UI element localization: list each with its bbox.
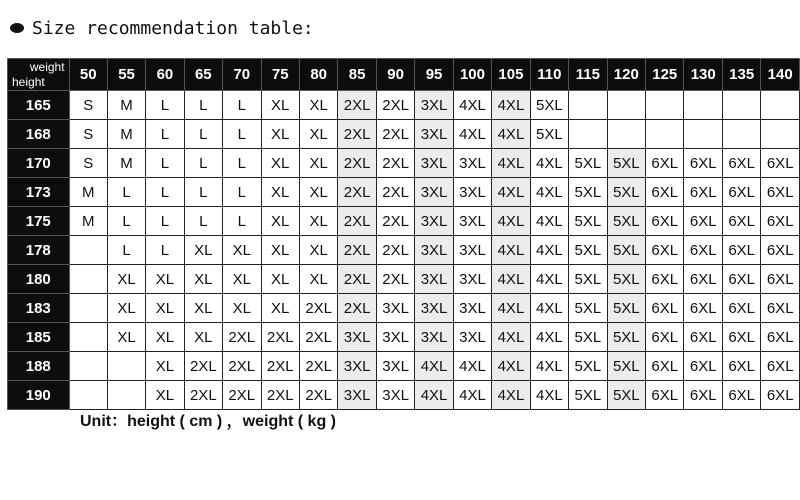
- size-cell: L: [146, 207, 184, 236]
- size-cell: XL: [146, 294, 184, 323]
- size-cell: XL: [261, 207, 299, 236]
- size-cell: [569, 120, 607, 149]
- size-cell: XL: [107, 265, 145, 294]
- size-cell: 2XL: [299, 294, 337, 323]
- weight-header-cell: 125: [646, 59, 684, 91]
- height-header-cell: 173: [8, 178, 70, 207]
- size-cell: 6XL: [722, 381, 760, 410]
- size-cell: 3XL: [415, 323, 453, 352]
- table-row: [8, 352, 800, 381]
- size-cell: 3XL: [338, 352, 376, 381]
- size-cell: 5XL: [569, 323, 607, 352]
- size-cell: [761, 120, 800, 149]
- size-cell: [69, 236, 107, 265]
- size-cell: XL: [299, 207, 337, 236]
- size-cell: XL: [107, 294, 145, 323]
- size-cell: 6XL: [646, 207, 684, 236]
- size-cell: M: [69, 178, 107, 207]
- size-cell: XL: [299, 236, 337, 265]
- size-cell: 5XL: [569, 207, 607, 236]
- size-cell: 2XL: [223, 381, 261, 410]
- weight-header-cell: 55: [107, 59, 145, 91]
- height-header-cell: 183: [8, 294, 70, 323]
- size-cell: 6XL: [684, 178, 722, 207]
- size-cell: 3XL: [453, 207, 491, 236]
- weight-header-cell: 130: [684, 59, 722, 91]
- weight-header-cell: 140: [761, 59, 800, 91]
- size-cell: 5XL: [569, 294, 607, 323]
- size-cell: 4XL: [492, 323, 530, 352]
- size-cell: L: [146, 120, 184, 149]
- size-cell: 4XL: [492, 207, 530, 236]
- size-cell: 2XL: [376, 91, 414, 120]
- size-cell: 4XL: [530, 236, 568, 265]
- size-cell: 6XL: [684, 149, 722, 178]
- size-cell: 3XL: [453, 323, 491, 352]
- size-cell: 4XL: [453, 381, 491, 410]
- size-cell: XL: [184, 294, 222, 323]
- size-cell: 2XL: [299, 352, 337, 381]
- size-cell: 6XL: [684, 323, 722, 352]
- size-cell: [69, 323, 107, 352]
- size-cell: 6XL: [684, 381, 722, 410]
- size-cell: 2XL: [338, 294, 376, 323]
- size-cell: [69, 381, 107, 410]
- size-cell: 6XL: [646, 381, 684, 410]
- size-cell: 6XL: [646, 149, 684, 178]
- size-cell: 6XL: [646, 265, 684, 294]
- size-cell: L: [146, 236, 184, 265]
- height-header-cell: 175: [8, 207, 70, 236]
- size-cell: 5XL: [607, 149, 645, 178]
- size-cell: 6XL: [761, 178, 800, 207]
- size-cell: 6XL: [684, 352, 722, 381]
- size-cell: 4XL: [492, 149, 530, 178]
- size-cell: 4XL: [453, 352, 491, 381]
- weight-header-cell: 90: [376, 59, 414, 91]
- size-cell: XL: [223, 236, 261, 265]
- size-cell: 3XL: [415, 294, 453, 323]
- size-cell: 6XL: [646, 352, 684, 381]
- size-cell: 4XL: [453, 91, 491, 120]
- size-cell: 3XL: [415, 91, 453, 120]
- size-cell: XL: [299, 178, 337, 207]
- table-row: [8, 91, 800, 120]
- height-axis-label: height: [12, 75, 45, 89]
- size-cell: 4XL: [530, 381, 568, 410]
- size-cell: 5XL: [607, 178, 645, 207]
- size-cell: 5XL: [607, 352, 645, 381]
- table-row: [8, 149, 800, 178]
- size-cell: L: [184, 207, 222, 236]
- size-cell: S: [69, 149, 107, 178]
- height-header-cell: 170: [8, 149, 70, 178]
- size-cell: 6XL: [722, 178, 760, 207]
- size-cell: 5XL: [569, 381, 607, 410]
- size-cell: 4XL: [530, 207, 568, 236]
- size-cell: 4XL: [492, 381, 530, 410]
- size-cell: 5XL: [569, 149, 607, 178]
- weight-header-cell: 95: [415, 59, 453, 91]
- size-cell: L: [146, 149, 184, 178]
- size-cell: [722, 120, 760, 149]
- size-cell: XL: [299, 120, 337, 149]
- size-cell: 2XL: [376, 120, 414, 149]
- size-cell: 2XL: [338, 91, 376, 120]
- weight-axis-label: weight: [29, 60, 65, 74]
- size-cell: L: [107, 236, 145, 265]
- size-cell: 6XL: [684, 236, 722, 265]
- weight-header-cell: 50: [69, 59, 107, 91]
- size-cell: 4XL: [453, 120, 491, 149]
- size-table: [7, 58, 800, 410]
- weight-header-cell: 105: [492, 59, 530, 91]
- size-cell: L: [184, 91, 222, 120]
- size-cell: 6XL: [722, 236, 760, 265]
- size-cell: 2XL: [376, 236, 414, 265]
- size-cell: 3XL: [415, 265, 453, 294]
- size-cell: 5XL: [607, 236, 645, 265]
- size-cell: L: [223, 178, 261, 207]
- size-cell: 4XL: [530, 352, 568, 381]
- size-cell: 6XL: [684, 294, 722, 323]
- weight-header-cell: 75: [261, 59, 299, 91]
- size-cell: M: [107, 120, 145, 149]
- weight-header-cell: 85: [338, 59, 376, 91]
- size-cell: L: [223, 91, 261, 120]
- size-cell: 6XL: [761, 381, 800, 410]
- size-cell: [569, 91, 607, 120]
- size-cell: 4XL: [492, 265, 530, 294]
- size-cell: 3XL: [453, 178, 491, 207]
- size-cell: XL: [299, 265, 337, 294]
- weight-header-cell: 135: [722, 59, 760, 91]
- size-cell: 5XL: [530, 91, 568, 120]
- size-cell: M: [107, 149, 145, 178]
- size-cell: 2XL: [376, 265, 414, 294]
- size-cell: 3XL: [415, 207, 453, 236]
- size-cell: 6XL: [761, 352, 800, 381]
- size-cell: [684, 91, 722, 120]
- size-cell: [69, 352, 107, 381]
- size-cell: 3XL: [415, 178, 453, 207]
- size-cell: 6XL: [722, 352, 760, 381]
- size-cell: XL: [223, 294, 261, 323]
- weight-header-cell: 110: [530, 59, 568, 91]
- size-cell: 4XL: [530, 323, 568, 352]
- size-cell: 6XL: [761, 323, 800, 352]
- table-row: [8, 207, 800, 236]
- size-cell: 2XL: [338, 236, 376, 265]
- size-cell: 4XL: [492, 178, 530, 207]
- size-cell: 5XL: [530, 120, 568, 149]
- table-row: [8, 294, 800, 323]
- size-cell: 3XL: [415, 120, 453, 149]
- table-row: [8, 265, 800, 294]
- size-cell: 4XL: [492, 236, 530, 265]
- table-row: [8, 323, 800, 352]
- size-cell: XL: [261, 178, 299, 207]
- table-row: [8, 381, 800, 410]
- size-cell: XL: [299, 149, 337, 178]
- size-cell: 2XL: [338, 178, 376, 207]
- weight-header-cell: 70: [223, 59, 261, 91]
- size-cell: XL: [146, 265, 184, 294]
- height-header-cell: 178: [8, 236, 70, 265]
- size-cell: 2XL: [223, 352, 261, 381]
- size-cell: XL: [146, 381, 184, 410]
- size-cell: 3XL: [376, 294, 414, 323]
- size-cell: 6XL: [722, 323, 760, 352]
- size-cell: L: [184, 178, 222, 207]
- table-row: [8, 178, 800, 207]
- size-cell: 5XL: [569, 265, 607, 294]
- corner-header: [8, 59, 70, 91]
- size-cell: 2XL: [376, 207, 414, 236]
- weight-header-cell: 60: [146, 59, 184, 91]
- size-cell: 2XL: [299, 323, 337, 352]
- size-cell: 2XL: [376, 178, 414, 207]
- size-cell: 4XL: [492, 294, 530, 323]
- size-cell: XL: [261, 236, 299, 265]
- size-cell: 2XL: [261, 352, 299, 381]
- size-cell: M: [69, 207, 107, 236]
- size-cell: 3XL: [415, 236, 453, 265]
- size-cell: [607, 91, 645, 120]
- weight-header-cell: 115: [569, 59, 607, 91]
- size-cell: 4XL: [530, 149, 568, 178]
- weight-header-cell: 120: [607, 59, 645, 91]
- size-cell: M: [107, 91, 145, 120]
- size-cell: 3XL: [453, 294, 491, 323]
- size-cell: XL: [146, 323, 184, 352]
- size-cell: 6XL: [646, 294, 684, 323]
- height-header-cell: 190: [8, 381, 70, 410]
- size-cell: XL: [146, 352, 184, 381]
- size-cell: [646, 120, 684, 149]
- size-cell: 6XL: [646, 178, 684, 207]
- size-cell: 2XL: [299, 381, 337, 410]
- size-cell: 2XL: [184, 381, 222, 410]
- size-cell: 2XL: [376, 149, 414, 178]
- bullet-icon: [10, 23, 24, 33]
- size-cell: 5XL: [569, 236, 607, 265]
- size-cell: 5XL: [607, 323, 645, 352]
- size-cell: 2XL: [261, 323, 299, 352]
- size-cell: 3XL: [376, 352, 414, 381]
- page-title: [10, 14, 314, 42]
- size-cell: [107, 381, 145, 410]
- size-cell: 3XL: [453, 236, 491, 265]
- size-cell: 4XL: [530, 294, 568, 323]
- weight-header-row: [8, 59, 800, 91]
- title-text: Size recommendation table:: [32, 17, 314, 39]
- size-cell: S: [69, 120, 107, 149]
- size-cell: 2XL: [338, 207, 376, 236]
- size-cell: L: [107, 178, 145, 207]
- size-cell: 6XL: [722, 207, 760, 236]
- size-cell: L: [184, 149, 222, 178]
- weight-header-cell: 80: [299, 59, 337, 91]
- size-cell: 6XL: [761, 294, 800, 323]
- size-cell: 6XL: [761, 265, 800, 294]
- height-header-cell: 185: [8, 323, 70, 352]
- table-row: [8, 120, 800, 149]
- size-cell: 6XL: [761, 207, 800, 236]
- size-cell: 5XL: [569, 352, 607, 381]
- size-cell: 6XL: [646, 236, 684, 265]
- size-cell: 6XL: [684, 265, 722, 294]
- size-cell: 2XL: [338, 265, 376, 294]
- size-cell: L: [223, 149, 261, 178]
- size-cell: 6XL: [722, 294, 760, 323]
- height-header-cell: 168: [8, 120, 70, 149]
- size-cell: 6XL: [761, 149, 800, 178]
- size-cell: 5XL: [607, 381, 645, 410]
- size-cell: L: [223, 207, 261, 236]
- size-cell: XL: [184, 236, 222, 265]
- size-cell: 3XL: [453, 265, 491, 294]
- size-cell: XL: [261, 120, 299, 149]
- size-cell: 4XL: [415, 381, 453, 410]
- size-cell: 3XL: [415, 149, 453, 178]
- size-cell: XL: [107, 323, 145, 352]
- size-cell: 4XL: [492, 91, 530, 120]
- size-cell: 5XL: [569, 178, 607, 207]
- size-cell: [646, 91, 684, 120]
- weight-header-cell: 100: [453, 59, 491, 91]
- table-row: [8, 236, 800, 265]
- size-cell: 6XL: [761, 236, 800, 265]
- size-cell: [69, 265, 107, 294]
- size-cell: XL: [261, 294, 299, 323]
- size-cell: [69, 294, 107, 323]
- size-cell: 5XL: [607, 207, 645, 236]
- size-cell: 2XL: [184, 352, 222, 381]
- size-cell: 3XL: [338, 381, 376, 410]
- size-cell: XL: [184, 265, 222, 294]
- size-cell: XL: [223, 265, 261, 294]
- size-cell: XL: [261, 265, 299, 294]
- size-cell: 4XL: [530, 178, 568, 207]
- size-cell: L: [223, 120, 261, 149]
- size-cell: 6XL: [722, 149, 760, 178]
- size-cell: 3XL: [453, 149, 491, 178]
- size-cell: [107, 352, 145, 381]
- size-cell: S: [69, 91, 107, 120]
- size-cell: 2XL: [261, 381, 299, 410]
- size-cell: XL: [261, 149, 299, 178]
- size-cell: L: [146, 178, 184, 207]
- size-cell: [607, 120, 645, 149]
- size-cell: 4XL: [415, 352, 453, 381]
- size-cell: [722, 91, 760, 120]
- size-cell: 3XL: [376, 381, 414, 410]
- height-header-cell: 188: [8, 352, 70, 381]
- size-cell: 2XL: [338, 149, 376, 178]
- size-cell: XL: [261, 91, 299, 120]
- size-cell: 2XL: [338, 120, 376, 149]
- size-cell: 3XL: [338, 323, 376, 352]
- size-cell: [761, 91, 800, 120]
- size-cell: XL: [299, 91, 337, 120]
- size-cell: 4XL: [530, 265, 568, 294]
- size-cell: 5XL: [607, 265, 645, 294]
- weight-header-cell: 65: [184, 59, 222, 91]
- size-cell: [684, 120, 722, 149]
- unit-note: Unit：height ( cm ) ，weight ( kg ): [80, 413, 336, 430]
- size-cell: 5XL: [607, 294, 645, 323]
- size-cell: 6XL: [646, 323, 684, 352]
- size-cell: 4XL: [492, 352, 530, 381]
- height-header-cell: 180: [8, 265, 70, 294]
- height-header-cell: 165: [8, 91, 70, 120]
- size-cell: L: [184, 120, 222, 149]
- size-cell: XL: [184, 323, 222, 352]
- size-cell: 3XL: [376, 323, 414, 352]
- size-cell: 2XL: [223, 323, 261, 352]
- size-cell: 4XL: [492, 120, 530, 149]
- size-cell: L: [146, 91, 184, 120]
- size-cell: L: [107, 207, 145, 236]
- size-cell: 6XL: [684, 207, 722, 236]
- size-cell: 6XL: [722, 265, 760, 294]
